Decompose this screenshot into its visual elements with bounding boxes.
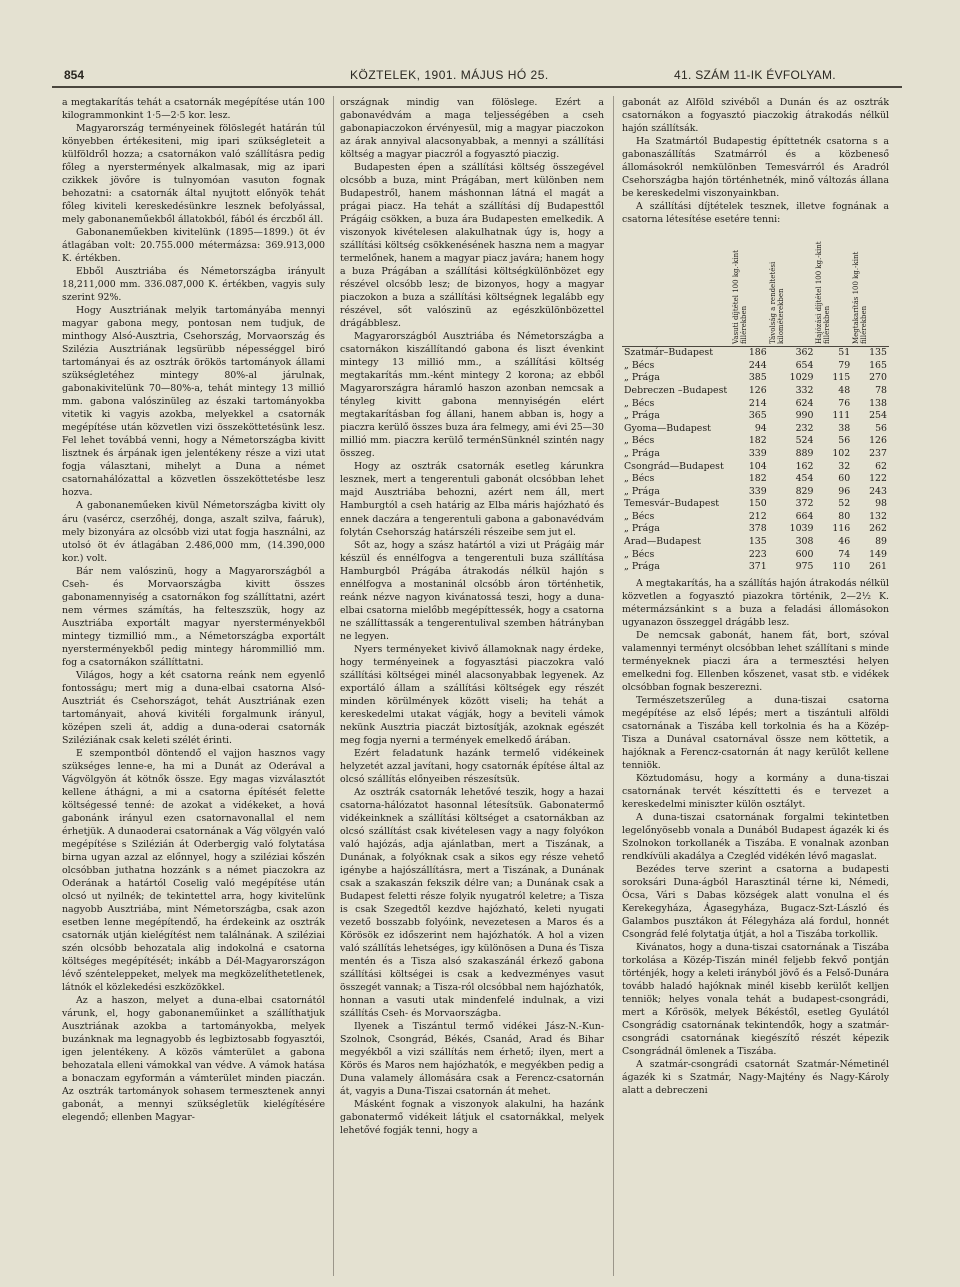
distance-cell: 1039: [789, 523, 814, 535]
paragraph: A szállítási díjtételek tesznek, illetve fognának a csatorna létesítése esetére tenni:: [622, 201, 889, 226]
saving-cell: 165: [869, 359, 887, 371]
table-row: [622, 523, 889, 536]
masthead: [52, 64, 892, 86]
table-row: [622, 385, 889, 398]
distance-cell: 889: [795, 447, 814, 459]
paragraph: Budapesten épen a szállítási költség összegével olcsóbb a buza, mint Prágában, mert különben nem Budapestről, hanem máshonnan látná el magát a prágai piacz. Ha tehát a szállítási díj Budapesttől Prágáig csökken, a buza ára Budapesten emelkedik. A viszonyok kivételesen alakulhatnak úgy is, hogy a szállítási költség csökkenésének haszna nem a magyar termelőnek, hanem a magyar piacz javára; hanem hogy a buza Prágában a szállítási költségkülönbözet egy részével olcsóbb lesz; de bizonyos, hogy a magyar piaczokon a buza a szállítási költségnek legalább egy részével, sőt valószinü az egészkülönbözettel drágábblesz.: [340, 162, 604, 330]
rail-rate-cell: 378: [748, 523, 767, 535]
ship-rate-cell: 74: [838, 548, 851, 560]
saving-cell: 56: [875, 422, 887, 434]
table-row: [622, 549, 889, 562]
route-cell: Arad—Budapest: [624, 536, 701, 548]
rail-rate-cell: 214: [748, 397, 767, 409]
route-cell: „ Bécs: [624, 473, 655, 485]
rail-rate-cell: 182: [748, 473, 767, 485]
ship-rate-cell: 51: [815, 347, 852, 360]
page-number: 854: [64, 68, 85, 82]
ship-rate-cell: 116: [832, 523, 851, 535]
ship-rate-cell: 79: [838, 359, 851, 371]
paragraph: Világos, hogy a két csatorna reánk nem egyenlő fontosságu; mert mig a duna-elbai csatorna Alsó-Ausztriát és Csehországot, tehát Ausztriának ezen tartományait, ahová kivitéli forgalmunk irányul, középen szeli át, addig a duna-oderai csatornák Sziléziának csak keleti szélét érinti.: [62, 669, 325, 746]
table-row: [622, 511, 889, 524]
distance-cell: 975: [795, 561, 814, 573]
route-cell: Gyoma—Budapest: [624, 422, 711, 434]
distance-cell: 624: [795, 397, 814, 409]
distance-cell: 664: [795, 510, 814, 522]
publication-title: KÖZTELEK, 1901. MÁJUS HÓ 25.: [350, 68, 549, 82]
paragraph: Másként fognak a viszonyok alakulni, ha hazánk gabonatermő vidékeit látjuk el csatornákkal, melyek lehetővé fogják tenni, hogy a: [340, 1099, 604, 1137]
ship-rate-cell: 52: [838, 498, 851, 510]
saving-cell: 237: [869, 447, 887, 459]
paragraph: Természetszerűleg a duna-tiszai csatorna megépítése az első lépés; mert a tiszántuli alföldi csatornának a Tiszába kell torkolnia és ha a Közép-Tisza a Dunával csatornával össze nem köttetik, a hajóknak a Ferencz-csatornán át nagy kerülőt kellene tenniök.: [622, 694, 889, 772]
rail-rate-cell: 339: [748, 447, 767, 459]
distance-cell: 308: [795, 536, 814, 548]
route-cell: Temesvár–Budapest: [624, 498, 720, 510]
paragraph: gabonát az Alföld szivéből a Dunán és az osztrák csatornákon a fogyasztó piaczokig átrakodás nélkül hajón szállítsák.: [622, 97, 889, 135]
paragraph: Ezért feladatunk hazánk termelő vidékeinek helyzetét azzal javítani, hogy csatornák építése által az olcsó szállítás előnyeiben részesítsük.: [340, 747, 604, 785]
route-cell: „ Prága: [624, 523, 660, 535]
column-divider: [333, 96, 334, 1276]
paragraph: Gabonaneműekben kivitelünk (1895—1899.) öt év átlagában volt: 20.755.000 métermázsa: 369.913,000 K. értékben.: [62, 227, 325, 265]
rail-rate-cell: 212: [748, 510, 767, 522]
saving-cell: 149: [869, 548, 887, 560]
table-row: [622, 347, 889, 360]
distance-cell: 524: [795, 435, 814, 447]
saving-cell: 98: [875, 498, 887, 510]
paragraph: Az osztrák csatornák lehetővé teszik, hogy a hazai csatorna-hálózatot hasonnal létesítsük. Gabonatermő vidékeinknek a szállítási költséget a csatornákban az olcsó szállítást csak kivételesen vagy a nagy folyókon való hajózás, adja ajánlatban, mert a Tiszának, a Dunának, a folyóknak csak a sikos egy része vehető igénybe a hajószállításra, mert a Tiszának, a Dunának csak a szakaszán fekszik délre van; a Dunának csak a Budapest feletti része folyik nyugatról keletre; a Tisza is csak Szegedtől kezdve hajózható, keleti nyugati vezető bosszabb folyóink, nevezetesen a Maros és a Körösök ez időszerint nem hajózhatók. A hol a vizen való szállítás lehetséges, igy különösen a Duna és Tisza mentén és a Tisza alsó szakaszánál érkező gabona szállítási költségei is csak a kedvezményes vasut összegét vannak; a Tisza-ról olcsóbbal nem hajózhatók, honnan a vasuti utak mindenfelé indulnak, a vizi szállítás Cseh- és Morvaországba.: [340, 786, 604, 1020]
route-cell: „ Bécs: [624, 397, 655, 409]
distance-cell: 332: [795, 384, 814, 396]
rail-rate-column-header: Vasuti díjtétel 100 kg.-kint fillérekben: [732, 250, 748, 345]
column-1: [62, 96, 325, 1286]
paragraph: országnak mindig van fölöslege. Ezért a gabonavédvám a maga teljességében a cseh gabonapiaczokon érvényesül, mig a magyar piaczokon az árak annyival alacsonyabbak, a mennyi a szállítási költség a magyar piaczról a fogyasztó piaczig.: [340, 97, 604, 161]
ship-rate-cell: 48: [838, 384, 851, 396]
saving-cell: 122: [869, 473, 887, 485]
paragraph: A duna-tiszai csatornának forgalmi tekintetben legelőnyösebb vonala a Dunából Budapest ágazék ki és Szolnokon torkollanék a Tiszába. E vonalnak azonban rendkívüli akadálya a Czegléd vidékén lévő magaslat.: [622, 812, 889, 863]
saving-cell: 138: [869, 397, 887, 409]
route-cell: Szatmár–Budapest: [622, 347, 732, 360]
distance-cell: 1029: [789, 372, 814, 384]
table-header-row: [622, 228, 889, 347]
table-row: [622, 372, 889, 385]
route-cell: „ Bécs: [624, 435, 655, 447]
rail-rate-cell: 371: [748, 561, 767, 573]
table-row: [622, 536, 889, 549]
distance-cell: 600: [795, 548, 814, 560]
route-cell: Debreczen –Budapest: [624, 384, 728, 396]
table-row: [622, 435, 889, 448]
table-row: [622, 486, 889, 499]
ship-rate-cell: 76: [838, 397, 851, 409]
route-cell: „ Prága: [624, 447, 660, 459]
saving-cell: 243: [869, 485, 887, 497]
paragraph: De nemcsak gabonát, hanem fát, bort, szóval valamennyi terményt olcsóbban lehet szállítani s minde terményeknek piaczi ára a termesztési helyen emelkedni fog. Ellenben kőszenet, vasat stb. e vidékek olcsóbban fognak beszerezni.: [622, 629, 889, 693]
route-cell: „ Bécs: [624, 359, 655, 371]
route-cell: „ Prága: [624, 485, 660, 497]
paragraph: Bezédes terve szerint a csatorna a budapesti soroksári Duna-ágból Harasztinál térne ki, Némedi, Ócsa, Vári s Dabas községek alatt vonulna el és Kerekegyháza, Ágasegyháza, Bugacz-Szt-László és Galambos pusztákon át Félegyháza alá fordul, honnét Csongrád felé folytatja útját, a hol a Tiszába torkollik.: [622, 864, 889, 941]
table-row: [622, 398, 889, 411]
column-2: [340, 96, 604, 1286]
paragraph: Az a haszon, melyet a duna-elbai csatornától várunk, el, hogy gabonaneműinket a szállíthatjuk Ausztriának azokba a tartományokba, melyek buzánknak ma legnagyobb és legbiztosabb fogyasztói, igen jelentékeny. A közös vámterület a gabona behozatala elleni vámokkal van védve. A vámok hatása a bonaczam egyformán a vámterület minden piaczán. Az osztrák tartományok sohasem termesztenek annyi gabonát, a mennyi szükségletük kielégítésére elegendő; ellenben Magyar-: [62, 995, 325, 1124]
route-cell: Csongrád—Budapest: [624, 460, 724, 472]
table-body: [622, 347, 889, 574]
ship-rate-column-header: Hajózási díjtétel 100 kg.-kint fillérekben: [815, 241, 832, 345]
saving-cell: 78: [875, 384, 887, 396]
distance-cell: 362: [769, 347, 816, 360]
distance-cell: 990: [795, 410, 814, 422]
route-cell: „ Prága: [624, 561, 660, 573]
rail-rate-cell: 150: [748, 498, 767, 510]
paragraph: Hogy az osztrák csatornák esetleg kárunkra lesznek, mert a tengerentuli gabonát olcsóbban lehet majd Ausztriába behozni, azért nem áll, mert Hamburgtól a cseh határig az Elba máris hajózható és ennek daczára a tengerentuli gabona a gabonavédvám folytán Csehország határszéli részeibe sem jut el.: [340, 461, 604, 538]
table-row: [622, 461, 889, 474]
distance-cell: 162: [795, 460, 814, 472]
route-cell: „ Prága: [624, 372, 660, 384]
route-column-header: [622, 228, 732, 347]
saving-cell: 254: [869, 410, 887, 422]
column-divider: [613, 96, 614, 1276]
table-row: [622, 561, 889, 574]
rail-rate-cell: 104: [748, 460, 767, 472]
table-row: [622, 410, 889, 423]
table-row: [622, 473, 889, 486]
rail-rate-cell: 223: [748, 548, 767, 560]
paragraph: Ha Szatmártól Budapestig építtetnék csatorna s a gabonaszállítás Szatmárról és a közbeneső állomásokról nemkülönben Temesvárról és Aradról Csehországba hajón történhetnék, minő változás állana be kereskedelmi viszonyainkban.: [622, 136, 889, 200]
ship-rate-cell: 115: [832, 372, 851, 384]
paragraph: Nyers terményeket kivivő államoknak nagy érdeke, hogy terményeinek a fogyasztási piaczokra való szállítási költségei minél alacsonyabbak legyenek. Az exportáló állam a szállítási költségek egy részét minden körülmények között viseli; ha tehát a kereskedelmi utakat vágják, hogy a beviteli vámok nekünk Ausztria piaczát biztosítják, azoknak egészét meg fogja nyerni a termények emelkedő árában.: [340, 643, 604, 746]
freight-rate-table: [622, 228, 889, 574]
table-row: [622, 498, 889, 511]
ship-rate-cell: 46: [838, 536, 851, 548]
table-row: [622, 360, 889, 373]
distance-cell: 829: [795, 485, 814, 497]
saving-cell: 132: [869, 510, 887, 522]
rail-rate-cell: 94: [754, 422, 767, 434]
paragraph: Magyarország terményeinek fölöslegét határán túl könyebben értékesiteni, mig ipari szükségleteit a külföldről hozza; a csatornákon való szállításra pedig főleg a nyerstermények alkalmasak, mig az ipari czikkek jövőre is tulnyomóan vasuton fognak behozatni: a csatornák által nyujtott előnyök tehát főleg kiviteli kereskedésünkre lesznek befolyással, mely gabonaneműekből állatokból, fából és érczből áll.: [62, 123, 325, 226]
rail-rate-cell: 385: [748, 372, 767, 384]
distance-cell: 232: [795, 422, 814, 434]
paragraph: a megtakarítás tehát a csatornák megépítése után 100 kilogrammonkint 1·5—2·5 kor. lesz.: [62, 97, 325, 122]
route-cell: „ Prága: [624, 410, 660, 422]
rail-rate-cell: 244: [748, 359, 767, 371]
paragraph: A megtakarítás, ha a szállítás hajón átrakodás nélkül közvetlen a fogyasztó piazokra történik, 2—2½ K. métermázsánkint s a buza a feladási állomásokon ugyanazon összeggel drágább lesz.: [622, 577, 889, 628]
paragraph: Ilyenek a Tiszántul termő vidékei Jász-N.-Kun-Szolnok, Csongrád, Békés, Csanád, Arad és Bihar megyékből a vizi szállítás nem érhető; ilyen, mert a Körös és Maros nem hajózhatók, e megyékben pedig a Duna valamely állomására csak a Ferencz-csatornán át, vagyis a Duna-Tiszai csatornán át mehet.: [340, 1021, 604, 1098]
paragraph: A gabonaneműeken kivül Németországba kivitt oly áru (vasércz, cserzőhéj, donga, aszalt szilva, faáruk), mely bizonyára az olcsóbb vizi utat fogja használni, az utolsó öt év átlagában 2.486,000 mm, (14.390,000 kor.) volt.: [62, 500, 325, 564]
table-row: [622, 448, 889, 461]
ship-rate-cell: 32: [838, 460, 851, 472]
paragraph: Sőt az, hogy a szász határtól a vizi ut Prágáig már készül és ennélfogva a tengerentuli buza szállítása Hamburgból Prágába átrakodás nélkül hajón s ennélfogva a mostaninál olcsóbb áron történhetik, reánk nézve nagyon kivánatossá teszi, hogy a duna-elbai csatorna mielőbb megépíttessék, hogy a csatorna ne szállíttassák a tengerentulival szemben hátrányban ne legyen.: [340, 539, 604, 642]
saving-cell: 262: [869, 523, 887, 535]
ship-rate-cell: 102: [832, 447, 851, 459]
saving-cell: 89: [875, 536, 887, 548]
rail-rate-cell: 186: [732, 347, 769, 360]
distance-column-header: Távolság a rendeltetési kilométerekben: [768, 261, 785, 345]
ship-rate-cell: 60: [838, 473, 851, 485]
ship-rate-cell: 96: [838, 485, 851, 497]
rail-rate-cell: 135: [748, 536, 767, 548]
saving-cell: 126: [869, 435, 887, 447]
paragraph: E szempontból döntendő el vajjon hasznos vagy szükséges lenne-e, ha mi a Dunát az Oderával a Vágvölgyön át kötnők össze. Egy magas vizválasztót kellene áthágni, a mi a csatorna építését felette költségessé tenné: de azokat a vidékeket, a hová gabonánk irányul ezen csatornavonallal el nem érhetjük. A dunaoderai csatornának a Vág völgyén való megépítése s Szilézián át Oderbergig való folytatása birna ugyan azzal az előnnyel, hogy a sziléziai kőszén olcsóbban juthatna hozzánk s a német piaczokra az Oderának a határtól Coselig való megépítése után olcsó ut nyilnék; de tekintettel arra, hogy kivitelünk nagyobb Ausztriába, mint Németországba, csak azon esetben lenne megépítendő, ha érdekeink az osztrák csatornák utján kielégítést nem találnának. A sziléziai szén olcsóbb behozatala alig indokolná e csatorna költséges megépítését; inkább a Dél-Magyarországon lévő szénteleppeket, melyek ma megközelíthetetlenek, látnók el közlekedési eszközökkel.: [62, 747, 325, 994]
ship-rate-cell: 56: [838, 435, 851, 447]
distance-cell: 654: [795, 359, 814, 371]
distance-cell: 372: [795, 498, 814, 510]
ship-rate-cell: 80: [838, 510, 851, 522]
saving-cell: 261: [869, 561, 887, 573]
ship-rate-cell: 38: [838, 422, 851, 434]
saving-cell: 135: [852, 347, 889, 360]
table-row: [622, 423, 889, 436]
paragraph: Bár nem valószinü, hogy a Magyarországból a Cseh- és Morvaországba kivitt összes gabonamennyiség a csatornákon fog szállíttatni, azért nem vérmes számítás, ha felteszszük, hogy az Ausztriába exportált magyar nyersterményekből mintegy tizmillió mm., a Németországba exportált nyersterményekből pedig mintegy hárommillió mm. fog a csatornákon szállíttatni.: [62, 565, 325, 668]
ship-rate-cell: 110: [832, 561, 851, 573]
ship-rate-cell: 111: [832, 410, 851, 422]
issue-info: 41. SZÁM 11-IK ÉVFOLYAM.: [674, 68, 836, 82]
paragraph: Magyarországból Ausztriába és Németországba a csatornákon kiszállítandó gabona és liszt évenkint mintegy 13 millió mm., a szállítási költség megtakarítás mm.-ként mintegy 2 korona; az ebből Magyarországra háramló haszon azonban nemcsak a tényleg kivitt gabona mennyiségén elért megtakarításban fog állani, hanem abban is, hogy a piaczra kerülő összes buza ára felmegy, ami évi 25—30 millió mm. piaczra kerülő terménSünknél szintén nagy összeg.: [340, 331, 604, 460]
rail-rate-cell: 126: [748, 384, 767, 396]
column-3: [622, 96, 889, 1286]
masthead-rule: [52, 86, 902, 88]
rail-rate-cell: 365: [748, 410, 767, 422]
rail-rate-cell: 339: [748, 485, 767, 497]
route-cell: „ Bécs: [624, 510, 655, 522]
paragraph: Kivánatos, hogy a duna-tiszai csatornának a Tiszába torkolása a Közép-Tiszán minél feljebb fekvő pontján történjék, hogy a keleti irányból jövő és a Felső-Dunára tovább haladó hajóknak minél kisebb kerülőt kelljen tenniök; helyes vonala tehát a budapest-csongrádi, mert a Kőrösök, melyek Békéstől, esetleg Gyulától Csongrádig csatornának tekintendők, hogy a szatmár-csongrádi csatornának kiegészítő részét képezik Csongrádnál ömlenek a Tiszába.: [622, 942, 889, 1058]
route-cell: „ Bécs: [624, 548, 655, 560]
paragraph: Köztudomásu, hogy a kormány a duna-tiszai csatornának tervét készíttetti és e tervezet a kereskedelmi miniszter külön osztályt.: [622, 773, 889, 811]
distance-cell: 454: [795, 473, 814, 485]
saving-cell: 62: [875, 460, 887, 472]
saving-cell: 270: [869, 372, 887, 384]
saving-column-header: Megtakarítás 100 kg.-kint fillérekben: [852, 251, 869, 345]
paragraph: Ebből Ausztriába és Németországba irányult 18,211,000 mm. 336.087,000 K. értékben, vagyis suly szerint 92%.: [62, 266, 325, 304]
paragraph: A szatmár-csongrádi csatornát Szatmár-Németinél ágazék ki s Szatmár, Nagy-Majtény és Nagy-Károly alatt a debreczeni: [622, 1059, 889, 1097]
paragraph: Hogy Ausztriának melyik tartományába mennyi magyar gabona megy, pontosan nem tudjuk, de minthogy Alsó-Ausztria, Csehország, Morvaország és Szilézia Ausztriának legsürübb népességgel biró tartományai és az osztrák örökös tartományok állami szükségletéhez mintegy 80%-al járulnak, gabonakivitelünk 70—80%-a, tehát mintegy 13 millió mm. gabona valószinüleg az északi tartományokba vitetik ki vagyis azokba, melyekkel a csatornák megépítése után közvetlen vizi összeköttetésünk lesz. Fel lehet továbbá venni, hogy a Németországba kivitt lisztnek és árpának igen jelentékeny része a vizi utat fogja választani, mihelyt a Duna a német csatornahálózattal a közvetlen összeköttetésbe lesz hozva.: [62, 305, 325, 499]
rail-rate-cell: 182: [748, 435, 767, 447]
